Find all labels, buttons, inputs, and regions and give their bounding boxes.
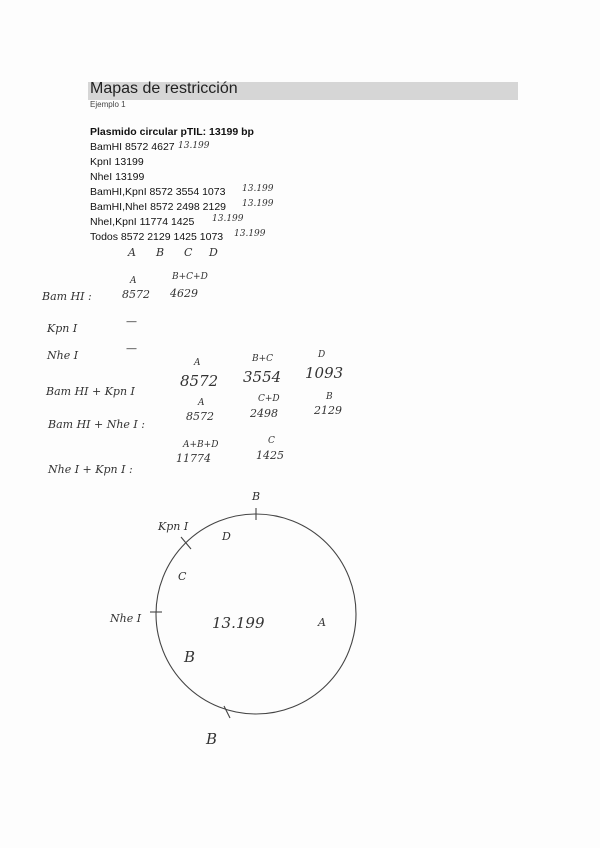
- total-note-1: 13.199: [178, 141, 210, 151]
- digest-line-nhei: NheI 13199: [90, 171, 145, 183]
- row-bk-value-2: 3554: [243, 368, 282, 386]
- digest-line-bamhi-kpni: BamHI,KpnI 8572 3554 1073: [90, 186, 226, 198]
- total-note-3: 13.199: [242, 199, 274, 209]
- total-note-4: 13.199: [212, 214, 244, 224]
- row-bn-label-b: B: [326, 392, 333, 402]
- row-bamhi-value-2: 4629: [170, 287, 198, 300]
- map-site-b-bottom: B: [206, 730, 218, 748]
- total-note-5: 13.199: [234, 229, 266, 239]
- row-bn-value-2: 2498: [250, 407, 278, 420]
- map-segment-a: A: [318, 616, 326, 629]
- map-site-nhei: Nhe I: [110, 612, 142, 625]
- fragment-letter-b: B: [156, 246, 165, 259]
- total-note-2: 13.199: [242, 184, 274, 194]
- site-tick-bamhi-bottom: [224, 706, 230, 718]
- row-bn-value-1: 8572: [186, 410, 214, 423]
- row-enzyme-bamhi-kpni: Bam HI + Kpn I: [46, 385, 135, 398]
- map-segment-d: D: [222, 530, 231, 543]
- fragment-letter-c: C: [184, 246, 193, 259]
- fragment-letter-a: A: [128, 246, 136, 259]
- map-site-b-top: B: [252, 490, 261, 503]
- row-nk-value-2: 1425: [256, 449, 284, 462]
- page-subtitle: Ejemplo 1: [90, 100, 126, 109]
- row-bk-label-bc: B+C: [252, 354, 274, 364]
- map-segment-b: B: [184, 648, 196, 666]
- digest-line-bamhi: BamHI 8572 4627: [90, 141, 175, 153]
- row-nk-label-c: C: [268, 436, 275, 446]
- digest-line-nhei-kpni: NheI,KpnI 11774 1425: [90, 216, 195, 228]
- row-enzyme-nhei: Nhe I: [47, 349, 79, 362]
- row-bn-label-cd: C+D: [258, 394, 280, 404]
- row-nhei-value: —: [126, 342, 137, 355]
- map-segment-c: C: [178, 570, 187, 583]
- row-bamhi-label-bcd: B+C+D: [172, 272, 208, 282]
- plasmid-heading: Plasmido circular pTIL: 13199 bp: [90, 126, 254, 138]
- row-kpni-value: —: [126, 315, 137, 328]
- digest-line-kpni: KpnI 13199: [90, 156, 144, 168]
- row-bn-value-3: 2129: [314, 404, 342, 417]
- digest-line-bamhi-nhei: BamHI,NheI 8572 2498 2129: [90, 201, 227, 213]
- row-enzyme-bamhi-nhei: Bam HI + Nhe I :: [48, 418, 145, 431]
- row-bk-value-3: 1093: [305, 364, 344, 382]
- row-nk-value-1: 11774: [176, 452, 211, 465]
- row-bk-label-a: A: [194, 358, 201, 368]
- row-bamhi-label-a: A: [130, 276, 137, 286]
- map-site-kpni: Kpn I: [158, 520, 189, 533]
- fragment-letter-d: D: [209, 246, 218, 259]
- row-bamhi-value-1: 8572: [122, 288, 150, 301]
- row-bn-label-a: A: [198, 398, 205, 408]
- row-enzyme-kpni: Kpn I: [47, 322, 78, 335]
- row-nk-label-abd: A+B+D: [183, 440, 219, 450]
- row-bk-label-d: D: [318, 350, 326, 360]
- map-center-total: 13.199: [212, 614, 265, 632]
- row-enzyme-bamhi: Bam HI :: [42, 290, 92, 303]
- digest-line-all: Todos 8572 2129 1425 1073: [90, 231, 224, 243]
- row-bk-value-1: 8572: [180, 372, 219, 390]
- row-enzyme-nhei-kpni: Nhe I + Kpn I :: [48, 463, 133, 476]
- page-title: Mapas de restricción: [90, 80, 238, 97]
